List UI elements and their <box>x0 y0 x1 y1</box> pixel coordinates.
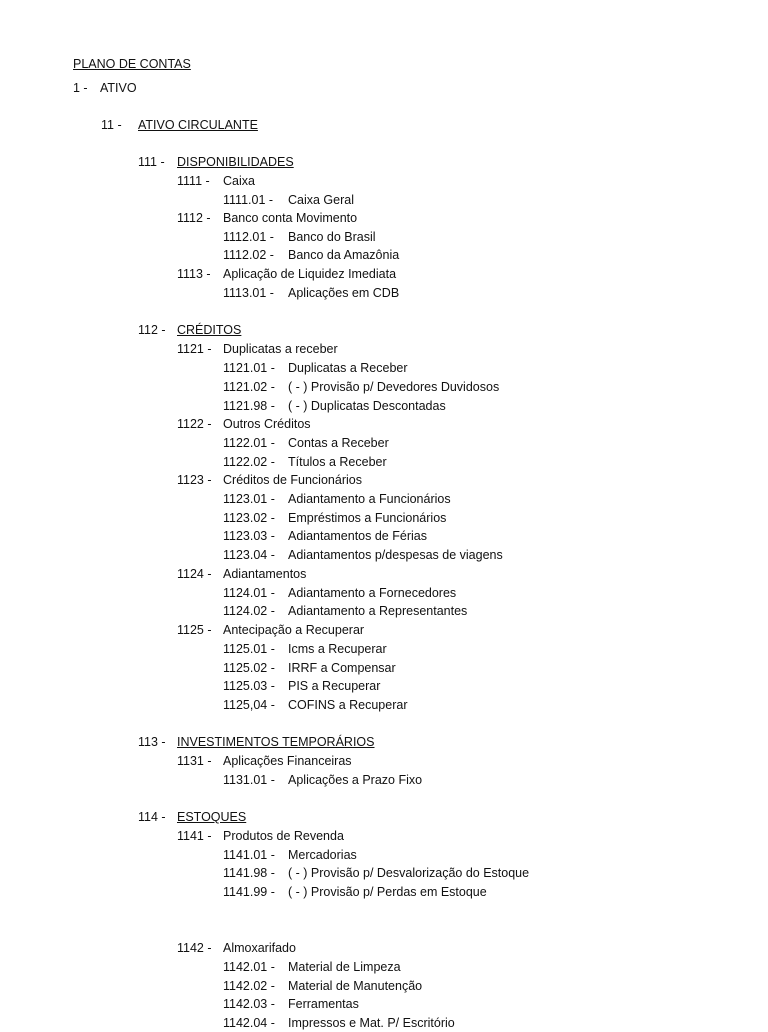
account-code: 1141.99 - <box>223 885 275 899</box>
account-code: 1121.98 - <box>223 399 275 413</box>
account-row <box>223 958 700 976</box>
account-label: Outros Créditos <box>223 417 311 431</box>
account-row <box>223 846 700 864</box>
account-label: IRRF a Compensar <box>288 661 396 675</box>
account-code: 1125.03 - <box>223 679 275 693</box>
account-code: 111 - <box>138 155 165 169</box>
account-label: ATIVO CIRCULANTE <box>138 118 258 132</box>
account-label: INVESTIMENTOS TEMPORÁRIOS <box>177 735 375 749</box>
account-row <box>138 733 700 751</box>
account-row <box>73 79 700 97</box>
account-label: ( - ) Provisão p/ Desvalorização do Estoque <box>288 866 530 880</box>
account-row <box>223 640 700 658</box>
account-code: 1131.01 - <box>223 773 275 787</box>
account-label: Almoxarifado <box>223 941 296 955</box>
account-row <box>177 752 700 770</box>
account-label: Ferramentas <box>288 997 359 1011</box>
account-code: 1141 - <box>177 829 212 843</box>
account-code: 1124.02 - <box>223 604 275 618</box>
account-code: 1113 - <box>177 267 211 281</box>
account-label: Material de Manutenção <box>288 979 423 993</box>
account-row <box>138 321 700 339</box>
account-row <box>177 939 700 957</box>
account-row <box>223 397 700 415</box>
account-label: Créditos de Funcionários <box>223 473 362 487</box>
account-row <box>223 490 700 508</box>
account-label: Títulos a Receber <box>288 455 387 469</box>
account-code: 1123.02 - <box>223 511 275 525</box>
account-code: 1122.02 - <box>223 455 275 469</box>
account-code: 1 - <box>73 81 88 95</box>
account-row <box>223 771 700 789</box>
account-label: ATIVO <box>100 81 137 95</box>
account-code: 1142 - <box>177 941 212 955</box>
account-row <box>177 340 700 358</box>
account-label: Aplicações a Prazo Fixo <box>288 773 423 787</box>
account-label: Adiantamento a Funcionários <box>288 492 451 506</box>
account-code: 1141.98 - <box>223 866 275 880</box>
account-row <box>223 584 700 602</box>
account-label: Icms a Recuperar <box>288 642 387 656</box>
account-code: 114 - <box>138 810 166 824</box>
account-label: Aplicação de Liquidez Imediata <box>223 267 397 281</box>
account-label: ( - ) Provisão p/ Devedores Duvidosos <box>288 380 500 394</box>
account-label: Contas a Receber <box>288 436 389 450</box>
account-row <box>177 827 700 845</box>
account-code: 1122.01 - <box>223 436 275 450</box>
account-code: 1142.03 - <box>223 997 275 1011</box>
account-label: Duplicatas a Receber <box>288 361 408 375</box>
account-label: Duplicatas a receber <box>223 342 338 356</box>
account-label: Adiantamento a Representantes <box>288 604 468 618</box>
account-code: 1142.01 - <box>223 960 275 974</box>
account-label: CRÉDITOS <box>177 323 242 337</box>
account-code: 1125.02 - <box>223 661 275 675</box>
account-code: 1124.01 - <box>223 586 275 600</box>
account-code: 1111.01 - <box>223 193 274 207</box>
account-label: Adiantamento a Fornecedores <box>288 586 457 600</box>
account-code: 1123.04 - <box>223 548 275 562</box>
account-row <box>223 546 700 564</box>
account-code: 1121.02 - <box>223 380 275 394</box>
account-row <box>177 471 700 489</box>
account-code: 1121.01 - <box>223 361 275 375</box>
account-row <box>223 378 700 396</box>
account-row <box>138 153 700 171</box>
account-row <box>223 246 700 264</box>
account-code: 1125,04 - <box>223 698 275 712</box>
account-row <box>223 434 700 452</box>
account-code: 1112.02 - <box>223 248 274 262</box>
account-label: PIS a Recuperar <box>288 679 381 693</box>
account-code: 112 - <box>138 323 166 337</box>
account-code: 1112 - <box>177 211 211 225</box>
document-title: PLANO DE CONTAS <box>73 57 191 71</box>
account-label: Caixa <box>223 174 255 188</box>
account-code: 1121 - <box>177 342 212 356</box>
account-row <box>223 864 700 882</box>
account-code: 113 - <box>138 735 166 749</box>
account-code: 1124 - <box>177 567 212 581</box>
account-row <box>223 284 700 302</box>
account-label: Adiantamentos <box>223 567 307 581</box>
account-row <box>223 995 700 1013</box>
account-label: Empréstimos a Funcionários <box>288 511 447 525</box>
account-code: 1125 - <box>177 623 212 637</box>
account-row <box>177 621 700 639</box>
account-label: COFINS a Recuperar <box>288 698 408 712</box>
account-code: 1142.04 - <box>223 1016 275 1030</box>
account-label: Antecipação a Recuperar <box>223 623 365 637</box>
account-code: 1125.01 - <box>223 642 275 656</box>
account-code: 1123.01 - <box>223 492 275 506</box>
account-row <box>223 696 700 714</box>
account-label: Banco da Amazônia <box>288 248 400 262</box>
account-label: ( - ) Provisão p/ Perdas em Estoque <box>288 885 487 899</box>
account-code: 11 - <box>101 118 122 132</box>
account-row <box>177 172 700 190</box>
account-row <box>223 509 700 527</box>
account-row <box>177 415 700 433</box>
account-code: 1141.01 - <box>223 848 275 862</box>
account-row <box>138 808 700 826</box>
account-code: 1142.02 - <box>223 979 275 993</box>
account-row <box>223 1014 700 1032</box>
account-label: Produtos de Revenda <box>223 829 344 843</box>
account-code: 1131 - <box>177 754 212 768</box>
account-label: ESTOQUES <box>177 810 247 824</box>
account-row <box>223 453 700 471</box>
account-label: Banco conta Movimento <box>223 211 358 225</box>
account-code: 1123.03 - <box>223 529 275 543</box>
account-row <box>177 565 700 583</box>
account-code: 1111 - <box>177 174 210 188</box>
account-label: Impressos e Mat. P/ Escritório <box>288 1016 455 1030</box>
account-label: Banco do Brasil <box>288 230 376 244</box>
account-label: Aplicações em CDB <box>288 286 400 300</box>
account-code: 1123 - <box>177 473 212 487</box>
account-row <box>223 602 700 620</box>
account-row <box>101 116 700 134</box>
account-row <box>223 191 700 209</box>
account-label: Adiantamentos de Férias <box>288 529 427 543</box>
account-row <box>177 209 700 227</box>
account-row <box>223 677 700 695</box>
account-label: Caixa Geral <box>288 193 354 207</box>
account-label: Material de Limpeza <box>288 960 401 974</box>
account-row <box>223 883 700 901</box>
account-code: 1113.01 - <box>223 286 274 300</box>
account-code: 1112.01 - <box>223 230 274 244</box>
account-code: 1122 - <box>177 417 212 431</box>
account-row <box>223 659 700 677</box>
account-label: DISPONIBILIDADES <box>177 155 294 169</box>
account-row <box>223 228 700 246</box>
account-label: Aplicações Financeiras <box>223 754 352 768</box>
account-row <box>223 977 700 995</box>
account-row <box>223 527 700 545</box>
account-row <box>223 359 700 377</box>
account-label: ( - ) Duplicatas Descontadas <box>288 399 446 413</box>
account-label: Mercadorias <box>288 848 357 862</box>
account-label: Adiantamentos p/despesas de viagens <box>288 548 503 562</box>
account-row <box>177 265 700 283</box>
